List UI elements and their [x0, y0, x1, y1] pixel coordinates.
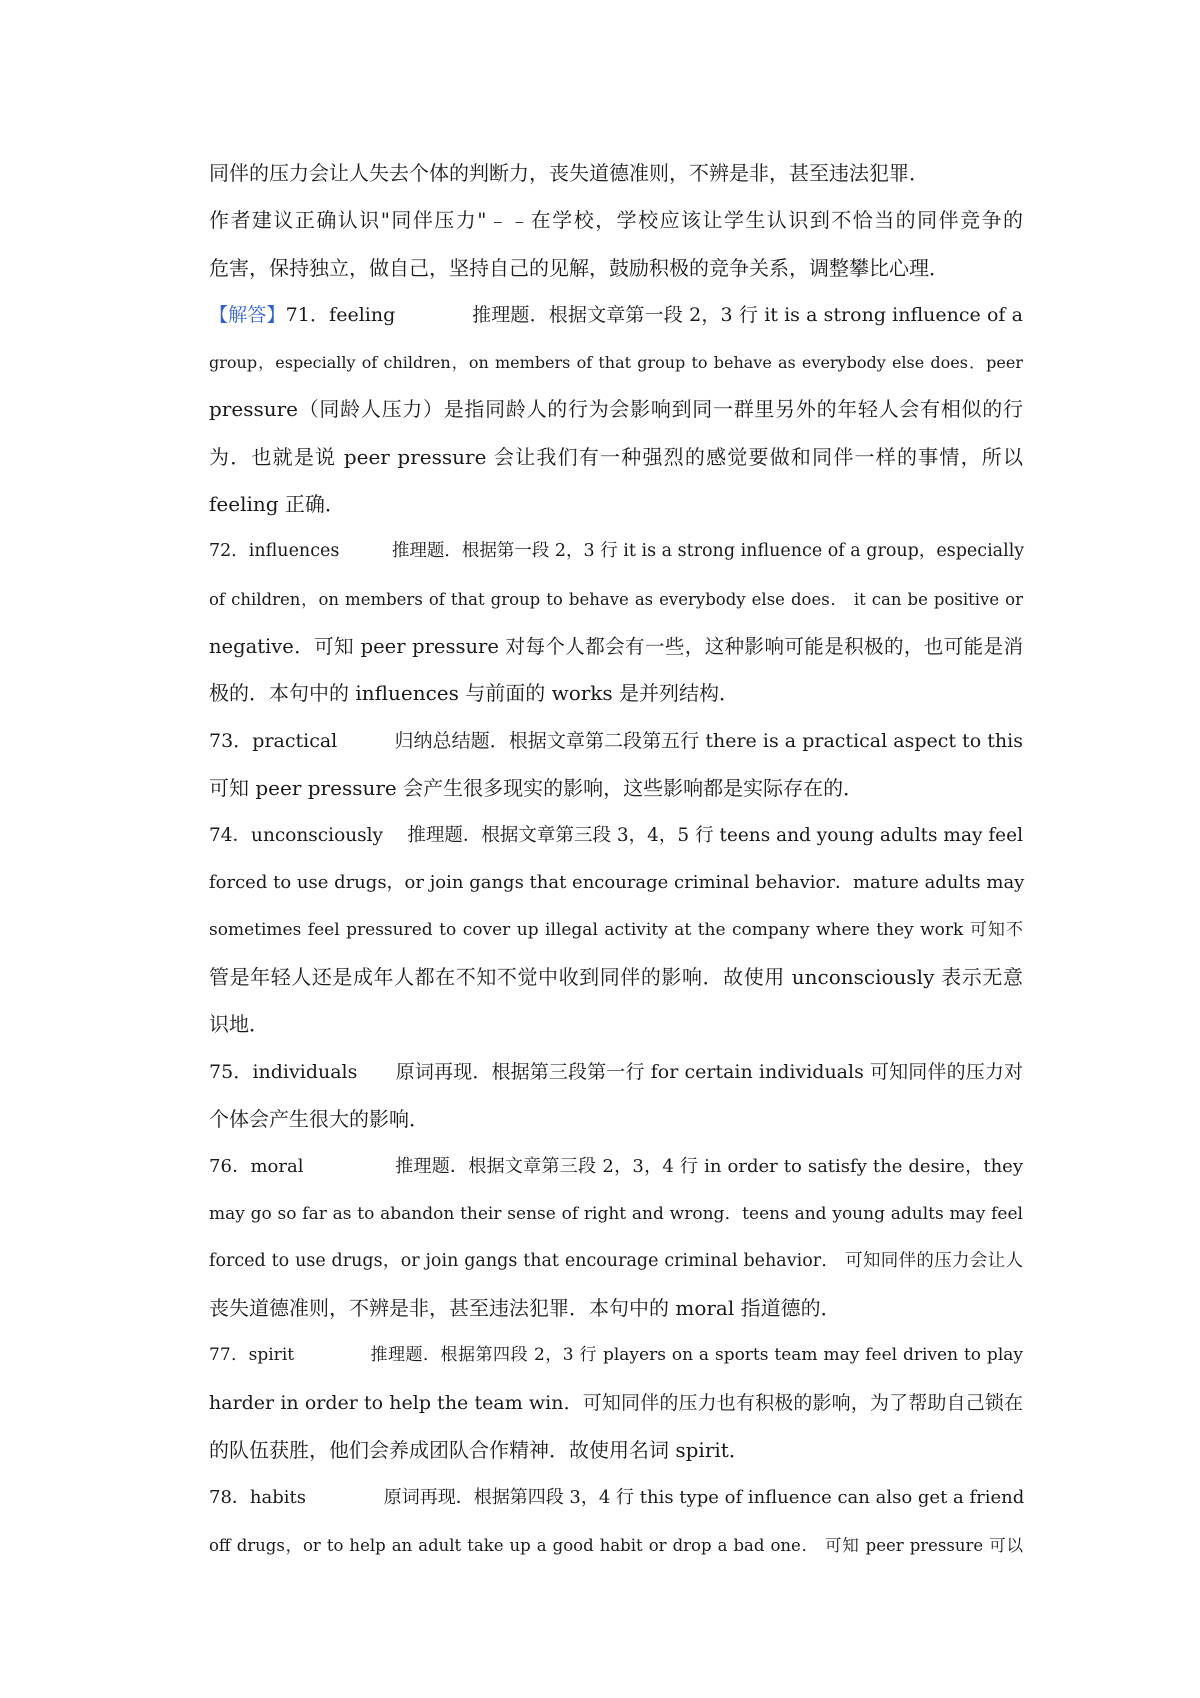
- answer-line: 72．influences 推理题．根据第一段 2，3 行 it is a strong influence of a group，especially: [209, 541, 1025, 562]
- answer-line: 的队伍获胜，他们会养成团队合作精神．故使用名词 spirit．: [209, 1438, 749, 1463]
- answer-line: 极的．本句中的 influences 与前面的 works 是并列结构．: [209, 681, 740, 706]
- answer-line: 76．moral 推理题．根据文章第三段 2，3，4 行 in order to satisfy the desire，they: [209, 1156, 1023, 1178]
- analysis-line: 同伴的压力会让人失去个体的判断力，丧失道德准则，不辨是非，甚至违法犯罪．: [209, 161, 929, 185]
- answer-line: 77．spirit 推理题．根据第四段 2，3 行 players on a sports team may feel driven to play: [209, 1345, 1023, 1366]
- answer-line: pressure（同龄人压力）是指同龄人的行为会影响到同一群里另外的年轻人会有相似的行: [209, 397, 1023, 422]
- answer-line: 识地．: [209, 1012, 269, 1037]
- document-page: [209, 150, 1023, 1569]
- answer-line: feeling 正确．: [209, 492, 345, 517]
- answer-line: negative．可知 peer pressure 对每个人都会有一些，这种影响可能是积极的，也可能是消: [209, 634, 1023, 658]
- answer-line: may go so far as to abandon their sense of right and wrong．teens and young adults may feel: [209, 1203, 1023, 1224]
- answer-line: 73．practical 归纳总结题．根据文章第二段第五行 there is a practical aspect to this: [209, 729, 1023, 752]
- answer-line: 78．habits 原词再现．根据第四段 3，4 行 this type of influence can also get a friend: [209, 1487, 1025, 1509]
- answer-line: forced to use drugs，or join gangs that encourage criminal behavior． 可知同伴的压力会让人: [209, 1250, 1023, 1271]
- answer-tag: 【解答】: [209, 303, 286, 326]
- analysis-line: 危害，保持独立，做自己，坚持自己的见解，鼓励积极的竞争关系，调整攀比心理．: [209, 255, 949, 280]
- answer-line-text: 71．feeling 推理题．根据文章第一段 2，3 行 it is a strong influence of a: [285, 303, 1023, 326]
- answer-line: 丧失道德准则，不辨是非，甚至违法犯罪．本句中的 moral 指道德的．: [209, 1296, 841, 1321]
- answer-first-line: [209, 292, 1023, 339]
- answer-line: forced to use drugs，or join gangs that encourage criminal behavior．mature adults may: [209, 872, 1025, 894]
- answer-line: 75．individuals 原词再现．根据第三段第一行 for certain individuals 可知同伴的压力对: [209, 1060, 1023, 1083]
- answer-line: 为．也就是说 peer pressure 会让我们有一种强烈的感觉要做和同伴一样的事情，所以: [209, 444, 1023, 469]
- answer-line: 个体会产生很大的影响．: [209, 1106, 429, 1131]
- answer-line: group，especially of children，on members of that group to behave as everybody else does．peer: [209, 353, 1024, 373]
- answer-line: of children，on members of that group to behave as everybody else does． it can be positive or: [209, 589, 1023, 609]
- answer-line: 74．unconsciously 推理题．根据文章第三段 3，4，5 行 teens and young adults may feel: [209, 825, 1023, 847]
- answer-line: 管是年轻人还是成年人都在不知不觉中收到同伴的影响．故使用 unconsciously 表示无意: [209, 965, 1023, 990]
- answer-line: off drugs，or to help an adult take up a good habit or drop a bad one． 可知 peer pressure 可以: [209, 1535, 1023, 1555]
- answer-line: 可知 peer pressure 会产生很多现实的影响，这些影响都是实际存在的．: [209, 775, 864, 800]
- answer-line: harder in order to help the team win．可知同伴的压力也有积极的影响，为了帮助自己锁在: [209, 1391, 1023, 1414]
- analysis-line: 作者建议正确认识"同伴压力"﹣﹣在学校，学校应该让学生认识到不恰当的同伴竞争的: [209, 208, 1023, 233]
- answer-line: sometimes feel pressured to cover up illegal activity at the company where they work 可知不: [209, 919, 1023, 940]
